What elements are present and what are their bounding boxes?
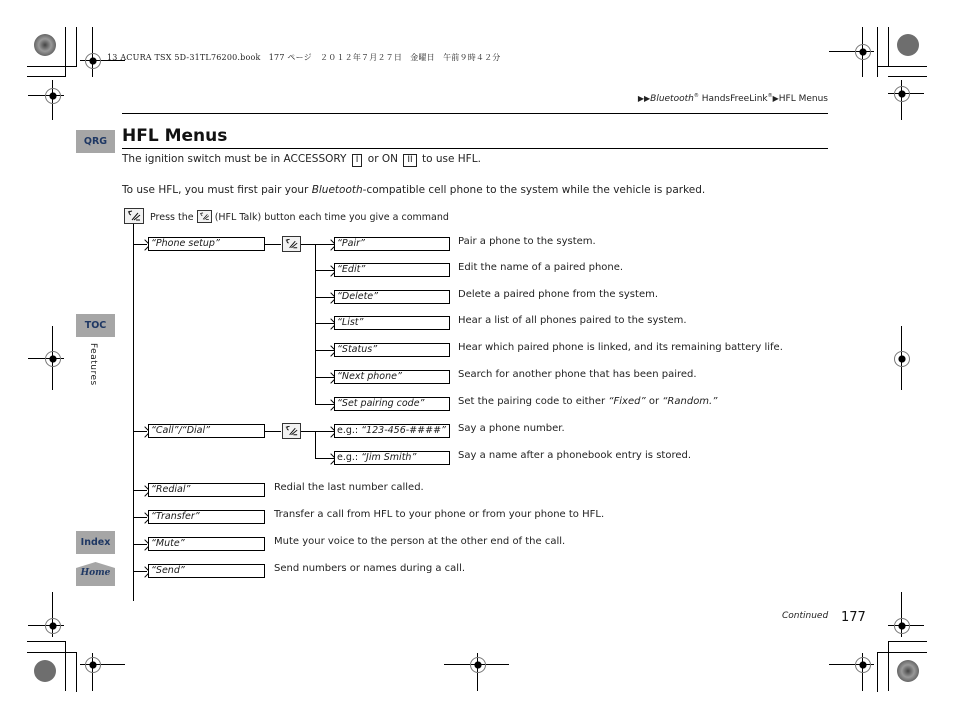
cmd-name-example: e.g.: “Jim Smith” xyxy=(334,451,450,465)
desc-redial: Redial the last number called. xyxy=(274,482,424,493)
registration-mark-icon xyxy=(85,657,101,673)
registration-mark-icon xyxy=(45,88,61,104)
index-tab[interactable]: Index xyxy=(76,531,115,554)
cmd-redial: “Redial” xyxy=(148,483,265,497)
home-label: Home xyxy=(80,568,111,578)
registration-mark-icon xyxy=(855,44,871,60)
desc-phone-number: Say a phone number. xyxy=(458,423,565,434)
legend-text: Press the (HFL Talk) button each time you give a command xyxy=(150,212,449,223)
hfl-talk-icon xyxy=(282,236,301,252)
registration-mark-icon xyxy=(45,351,61,367)
cmd-edit: “Edit” xyxy=(334,263,450,277)
registration-mark-icon xyxy=(855,657,871,673)
breadcrumb-arrow-icon: ▶ xyxy=(643,94,651,103)
accessory-key-icon: I xyxy=(352,154,363,167)
desc-name: Say a name after a phonebook entry is stored. xyxy=(458,450,692,461)
registration-mark-icon xyxy=(85,53,101,69)
breadcrumb: ▶▶Bluetooth® HandsFreeLink®▶HFL Menus xyxy=(637,93,828,104)
cmd-phone-number-example: e.g.: “123-456-####” xyxy=(334,424,450,438)
cmd-send: “Send” xyxy=(148,564,265,578)
breadcrumb-bluetooth[interactable]: Bluetooth xyxy=(650,94,694,104)
cmd-status: “Status” xyxy=(334,343,450,357)
cmd-set-pairing-code: “Set pairing code” xyxy=(334,397,450,411)
on-key-icon: II xyxy=(403,154,416,167)
hfl-talk-inline-icon xyxy=(197,210,212,223)
desc-set-pairing-code: Set the pairing code to either “Fixed” or “Random.” xyxy=(458,396,718,407)
color-target-icon xyxy=(34,34,56,56)
desc-list: Hear a list of all phones paired to the system. xyxy=(458,315,687,326)
cmd-call-dial: “Call”/“Dial” xyxy=(148,424,265,438)
registration-mark-icon xyxy=(894,351,910,367)
cmd-pair: “Pair” xyxy=(334,237,450,251)
desc-send: Send numbers or names during a call. xyxy=(274,563,466,574)
desc-pair: Pair a phone to the system. xyxy=(458,236,596,247)
breadcrumb-hfl-menus: HFL Menus xyxy=(778,94,828,104)
qrg-tab[interactable]: QRG xyxy=(76,130,115,153)
page-title: HFL Menus xyxy=(122,126,228,146)
registration-mark-icon xyxy=(45,618,61,634)
desc-next-phone: Search for another phone that has been paired. xyxy=(458,369,697,380)
desc-delete: Delete a paired phone from the system. xyxy=(458,289,659,300)
pairing-note: To use HFL, you must first pair your Bluetooth-compatible cell phone to the system while the vehicle is parked. xyxy=(122,184,706,196)
ignition-note: The ignition switch must be in ACCESSORY I or ON II to use HFL. xyxy=(122,153,481,165)
cmd-phone-setup: “Phone setup” xyxy=(148,237,265,251)
registration-mark-icon xyxy=(894,618,910,634)
breadcrumb-arrow-icon: ▶ xyxy=(772,94,779,103)
cmd-list: “List” xyxy=(334,316,450,330)
color-target-icon xyxy=(34,660,56,682)
breadcrumb-handsfreelink[interactable]: HandsFreeLink xyxy=(698,94,768,104)
print-slug: 13 ACURA TSX 5D-31TL76200.book 177 ページ ２０１２年７月２７日 金曜日 午前９時４２分 xyxy=(107,53,501,62)
desc-mute: Mute your voice to the person at the other end of the call. xyxy=(274,536,566,547)
registration-mark-icon xyxy=(470,657,486,673)
toc-tab[interactable]: TOC xyxy=(76,314,115,337)
continued-label: Continued xyxy=(782,611,829,621)
breadcrumb-arrow-icon: ▶ xyxy=(637,94,644,103)
desc-edit: Edit the name of a paired phone. xyxy=(458,262,624,273)
color-target-icon xyxy=(897,660,919,682)
title-rule xyxy=(122,148,828,149)
desc-transfer: Transfer a call from HFL to your phone or from your phone to HFL. xyxy=(274,509,605,520)
hfl-talk-icon xyxy=(282,423,301,439)
cmd-mute: “Mute” xyxy=(148,537,265,551)
section-label: Features xyxy=(88,343,98,386)
header-rule xyxy=(122,113,828,114)
desc-status: Hear which paired phone is linked, and its remaining battery life. xyxy=(458,342,783,353)
page-number: 177 xyxy=(841,610,866,625)
color-target-icon xyxy=(897,34,919,56)
cmd-transfer: “Transfer” xyxy=(148,510,265,524)
home-tab[interactable] xyxy=(76,562,115,586)
registration-mark-icon xyxy=(894,86,910,102)
cmd-delete: “Delete” xyxy=(334,290,450,304)
cmd-next-phone: “Next phone” xyxy=(334,370,450,384)
hfl-talk-icon xyxy=(124,208,144,224)
